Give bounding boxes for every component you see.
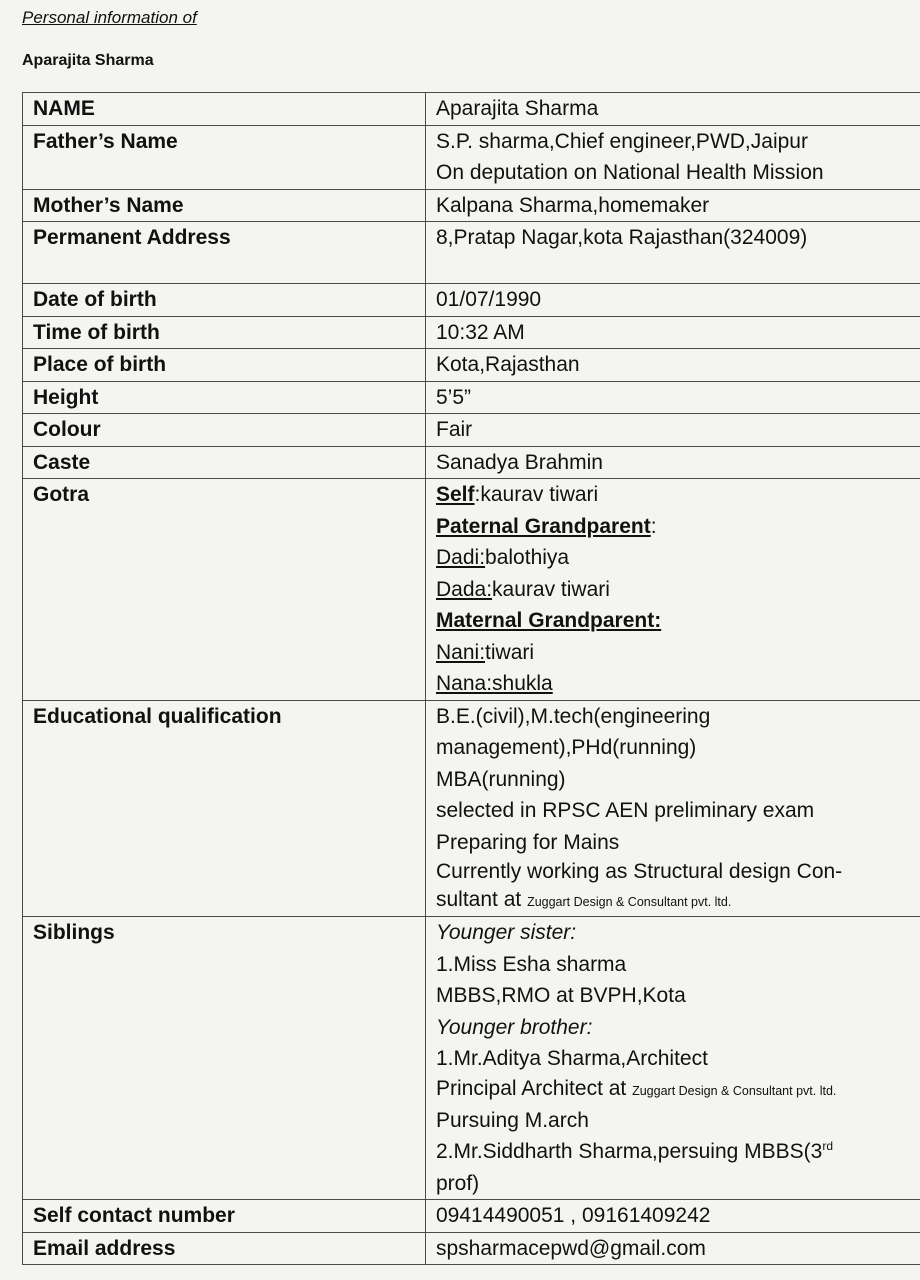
gotra-self [436, 479, 911, 511]
gotra-self-value: :kaurav tiwari [474, 483, 599, 506]
education-line-6: Currently working as Structural design Con- [436, 860, 843, 883]
colour-value: Fair [426, 414, 920, 447]
gotra-nana [436, 668, 911, 700]
gotra-paternal-heading [436, 511, 911, 543]
gotra-paternal-label: Paternal Grandparent [436, 514, 651, 538]
table-row-name [23, 93, 920, 126]
siblings-brother2-sup: rd [822, 1139, 834, 1153]
gotra-maternal-heading: Maternal Grandparent: [436, 609, 662, 632]
siblings-sister-detail: MBBS,RMO at BVPH,Kota [436, 984, 686, 1007]
table-row-tob [23, 316, 920, 349]
siblings-brother1-company: Zuggart Design & Consultant pvt. ltd. [632, 1083, 837, 1098]
education-line-5: Preparing for Mains [436, 830, 620, 854]
height-value: 5’5” [426, 381, 920, 414]
gotra-dadi-label: Dadi: [436, 546, 486, 569]
education-label: Educational qualification [23, 700, 426, 917]
document-subheading: Aparajita Sharma [22, 52, 154, 69]
table-row-siblings [23, 917, 920, 1200]
education-line-2: management),PHd(running) [436, 736, 697, 759]
gotra-dada-label: Dada: [436, 577, 493, 601]
gotra-nani [436, 637, 911, 669]
tob-label: Time of birth [23, 316, 426, 349]
table-row-education [23, 700, 920, 917]
colour-label: Colour [23, 414, 426, 447]
table-row-contact [23, 1200, 920, 1233]
gotra-self-label: Self [436, 483, 475, 506]
personal-info-table [22, 92, 920, 1265]
father-line-1: S.P. sharma,Chief engineer,PWD,Jaipur [436, 129, 808, 153]
education-line-1: B.E.(civil),M.tech(engineering [436, 704, 711, 728]
address-value: 8,Pratap Nagar,kota Rajasthan(324009) [426, 222, 920, 284]
table-row-height [23, 381, 920, 414]
table-row-mother [23, 189, 920, 222]
siblings-value [426, 917, 920, 1200]
name-value: Aparajita Sharma [426, 93, 920, 126]
siblings-brother2-end: prof) [436, 1171, 480, 1195]
education-line-7-main: sultant at [436, 888, 528, 911]
caste-value: Sanadya Brahmin [426, 446, 920, 479]
address-label: Permanent Address [23, 222, 426, 284]
education-line-7 [436, 886, 911, 916]
name-label: NAME [23, 93, 426, 126]
contact-value: 09414490051 , 09161409242 [426, 1200, 920, 1233]
education-line-7-company: Zuggart Design & Consultant pvt. ltd. [527, 895, 732, 909]
siblings-brother-heading: Younger brother: [436, 1015, 593, 1039]
education-line-4: selected in RPSC AEN preliminary exam [436, 799, 815, 822]
table-row-dob [23, 284, 920, 317]
pob-label: Place of birth [23, 349, 426, 382]
siblings-brother1-detail [436, 1075, 911, 1105]
gotra-nani-label: Nani: [436, 640, 486, 664]
education-value [426, 700, 920, 917]
gotra-value [426, 479, 920, 701]
dob-value: 01/07/1990 [426, 284, 920, 317]
table-row-caste [23, 446, 920, 479]
gotra-dadi [436, 542, 911, 574]
siblings-brother1-name: 1.Mr.Aditya Sharma,Architect [436, 1047, 708, 1070]
table-row-colour [23, 414, 920, 447]
father-value [426, 125, 920, 189]
siblings-brother1-detail-main: Principal Architect at [436, 1076, 633, 1100]
document-heading: Personal information of [22, 8, 197, 27]
table-row-gotra [23, 479, 920, 701]
siblings-sister-heading: Younger sister: [436, 921, 577, 944]
siblings-brother2 [436, 1136, 911, 1168]
siblings-sister-name: 1.Miss Esha sharma [436, 952, 627, 976]
email-value: spsharmacepwd@gmail.com [426, 1232, 920, 1265]
table-row-pob [23, 349, 920, 382]
dob-label: Date of birth [23, 284, 426, 317]
siblings-label: Siblings [23, 917, 426, 1200]
siblings-brother2-main: 2.Mr.Siddharth Sharma,persuing MBBS(3 [436, 1140, 823, 1163]
gotra-nana-label: Nana:shukla [436, 672, 553, 695]
height-label: Height [23, 381, 426, 414]
caste-label: Caste [23, 446, 426, 479]
table-row-address [23, 222, 920, 284]
father-label: Father’s Name [23, 125, 426, 189]
gotra-dadi-value: balothiya [485, 546, 570, 569]
pob-value: Kota,Rajasthan [426, 349, 920, 382]
gotra-label: Gotra [23, 479, 426, 701]
mother-label: Mother’s Name [23, 189, 426, 222]
table-row-father [23, 125, 920, 189]
table-row-email [23, 1232, 920, 1265]
siblings-brother1-study: Pursuing M.arch [436, 1108, 589, 1132]
mother-value: Kalpana Sharma,homemaker [426, 189, 920, 222]
father-line-2: On deputation on National Health Mission [436, 161, 824, 184]
tob-value: 10:32 AM [426, 316, 920, 349]
gotra-dada [436, 574, 911, 606]
education-line-3: MBA(running) [436, 767, 566, 791]
gotra-nani-value: tiwari [485, 640, 535, 664]
contact-label: Self contact number [23, 1200, 426, 1233]
email-label: Email address [23, 1232, 426, 1265]
gotra-dada-value: kaurav tiwari [492, 577, 610, 601]
gotra-paternal-colon: : [650, 514, 657, 538]
